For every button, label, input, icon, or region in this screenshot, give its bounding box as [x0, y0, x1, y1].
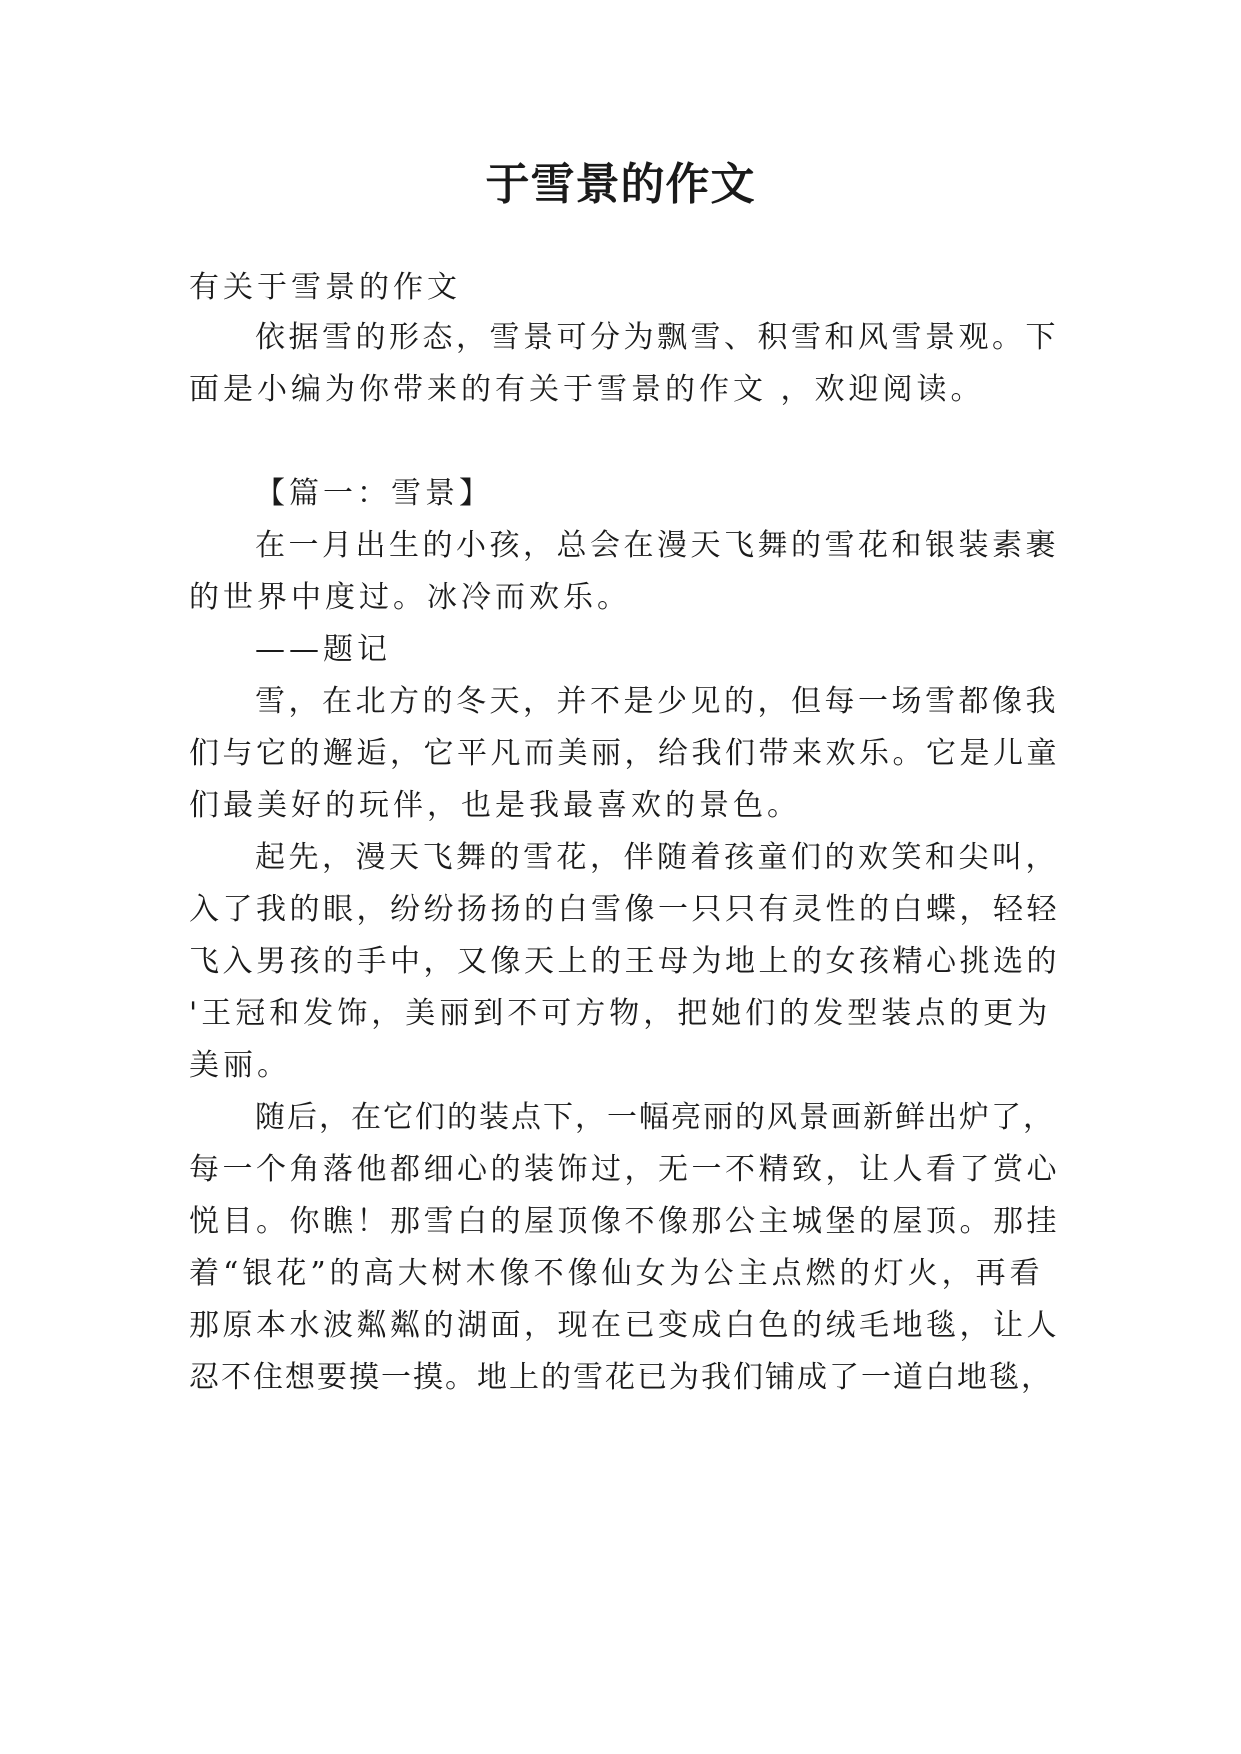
paragraph-line: 在一月出生的小孩，总会在漫天飞舞的雪花和银装素裹 — [255, 528, 1059, 563]
paragraph-line: 美丽。 — [189, 1048, 291, 1083]
paragraph-line: 那原本水波粼粼的湖面，现在已变成白色的绒毛地毯，让人 — [189, 1308, 1060, 1343]
paragraph-line: 飞入男孩的手中，又像天上的王母为地上的女孩精心挑选的 — [189, 944, 1060, 979]
paragraph-line: 着“银花”的高大树木像不像仙女为公主点燃的灯火，再看 — [189, 1256, 1044, 1291]
intro-line-1: 依据雪的形态，雪景可分为飘雪、积雪和风雪景观。下 — [255, 320, 1059, 355]
epigraph-attribution: ——题记 — [255, 632, 391, 667]
paragraph-line: '王冠和发饰，美丽到不可方物，把她们的发型装点的更为 — [189, 996, 1052, 1031]
paragraph-line: 悦目。你瞧！那雪白的屋顶像不像那公主城堡的屋顶。那挂 — [189, 1204, 1060, 1239]
intro-line-2: 面是小编为你带来的有关于雪景的作文 ，欢迎阅读。 — [189, 372, 985, 407]
paragraph-line: 们最美好的玩伴，也是我最喜欢的景色。 — [189, 788, 801, 823]
section-heading: 【篇一：雪景】 — [255, 476, 493, 511]
paragraph-line: 们与它的邂逅，它平凡而美丽，给我们带来欢乐。它是儿童 — [189, 736, 1060, 771]
paragraph-line: 的世界中度过。冰冷而欢乐。 — [189, 580, 631, 615]
paragraph-line: 忍不住想要摸一摸。地上的雪花已为我们铺成了一道白地毯， — [189, 1360, 1053, 1395]
paragraph-line: 入了我的眼，纷纷扬扬的白雪像一只只有灵性的白蝶，轻轻 — [189, 892, 1060, 927]
paragraph-line: 每一个角落他都细心的装饰过，无一不精致，让人看了赏心 — [189, 1152, 1060, 1187]
paragraph-line: 雪，在北方的冬天，并不是少见的，但每一场雪都像我 — [255, 684, 1059, 719]
document-title: 于雪景的作文 — [485, 159, 756, 210]
paragraph-line: 起先，漫天飞舞的雪花，伴随着孩童们的欢笑和尖叫， — [255, 840, 1059, 875]
paragraph-line: 随后，在它们的装点下，一幅亮丽的风景画新鲜出炉了， — [255, 1100, 1055, 1135]
subtitle-line: 有关于雪景的作文 — [189, 270, 461, 305]
